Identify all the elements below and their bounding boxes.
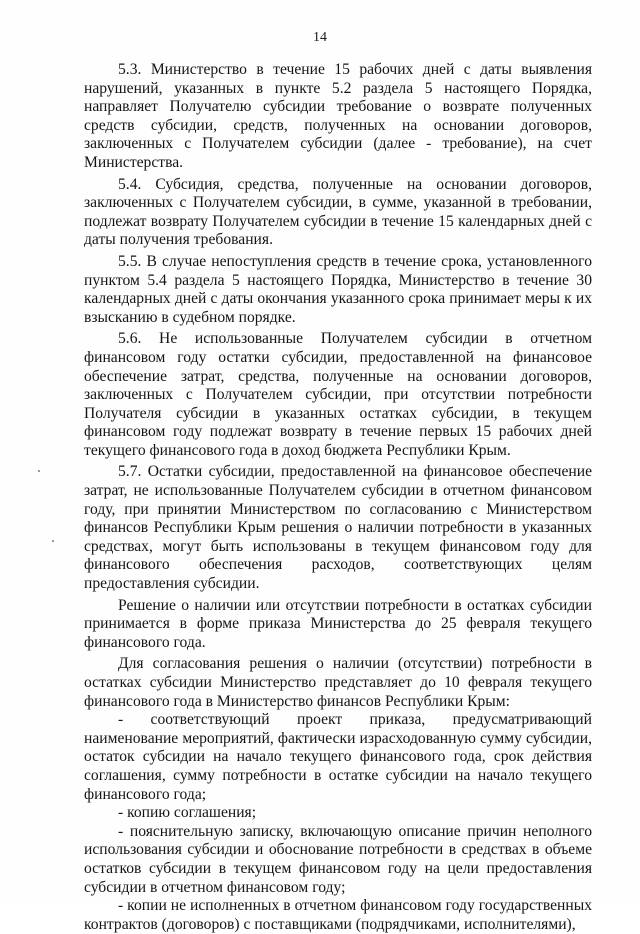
list-item-contracts-copy: - копии не исполненных в отчетном финансовом году государственных контрактов (договоров) с поставщиками (подрядчиками, исполнителями), — [84, 897, 592, 933]
paragraph-5-7: 5.7. Остатки субсидии, предоставленной на финансовое обеспечение затрат, не использованные Получателем субсидии в отчетном финансовом году, при принятии Министерством по согласованию с Министерством финансов Республики Крым решения о наличии потребности в указанных средствах, могут быть использованы в текущем финансовом году для финансового обеспечения расходов, соответствующих целям предоставления субсидии. — [84, 463, 592, 593]
paragraph-5-5: 5.5. В случае непоступления средств в течение срока, установленного пунктом 5.4 раздела 5 настоящего Порядка, Министерство в течение 30 календарных дней с даты окончания указанного срока принимает меры к их взысканию в судебном порядке. — [84, 252, 592, 326]
list-item-explanatory-note: - пояснительную записку, включающую описание причин неполного использования субсидии и обоснование потребности в средствах в объеме остатков субсидии в текущем финансовом году на цели предоставления субсидии в отчетном финансовом году; — [84, 822, 592, 896]
paragraph-5-4: 5.4. Субсидия, средства, полученные на основании договоров, заключенных с Получателем субсидии, в сумме, указанной в требовании, подлежат возврату Получателем субсидии в течение 15 календарных дней с даты получения требования. — [84, 175, 592, 249]
list-item-agreement-copy: - копию соглашения; — [118, 804, 257, 822]
paragraph-5-6: 5.6. Не использованные Получателем субсидии в отчетном финансовом году остатки субсидии, предоставленной на финансовое обеспечение затрат, средства, полученные на основании договоров, заключенных с Получателем субсидии, при отсутствии потребности Получателя субсидии в указанных остатках субсидии, в текущем финансовом году подлежат возврату в течение первых 15 рабочих дней текущего финансового года в доход бюджета Республики Крым. — [84, 330, 592, 459]
document-body — [84, 61, 592, 934]
paragraph-5-3: 5.3. Министерство в течение 15 рабочих дней с даты выявления нарушений, указанных в пункте 5.2 раздела 5 настоящего Порядка, направляет Получателю субсидии требование о возврате полученных средств субсидии, средств, полученных на основании договоров, заключенных с Получателем субсидии (далее - требование), на счет Министерства. — [84, 61, 592, 171]
paragraph-approval: Для согласования решения о наличии (отсутствии) потребности в остатках субсидии Министерство представляет до 10 февраля текущего финансового года в Министерство финансов Республики Крым: — [84, 655, 592, 710]
scan-speck — [52, 540, 54, 542]
paragraph-decision: Решение о наличии или отсутствии потребности в остатках субсидии принимается в форме приказа Министерства до 25 февраля текущего финансового года. — [84, 596, 592, 651]
page-number: 14 — [313, 30, 327, 45]
list-item-draft-order: - соответствующий проект приказа, предусматривающий наименование мероприятий, фактически израсходованную сумму субсидии, остаток субсидии на начало текущего финансового года, срок действия соглашения, сумму потребности в остатке субсидии на начало текущего финансового года; — [84, 711, 592, 803]
scan-speck — [38, 470, 40, 472]
